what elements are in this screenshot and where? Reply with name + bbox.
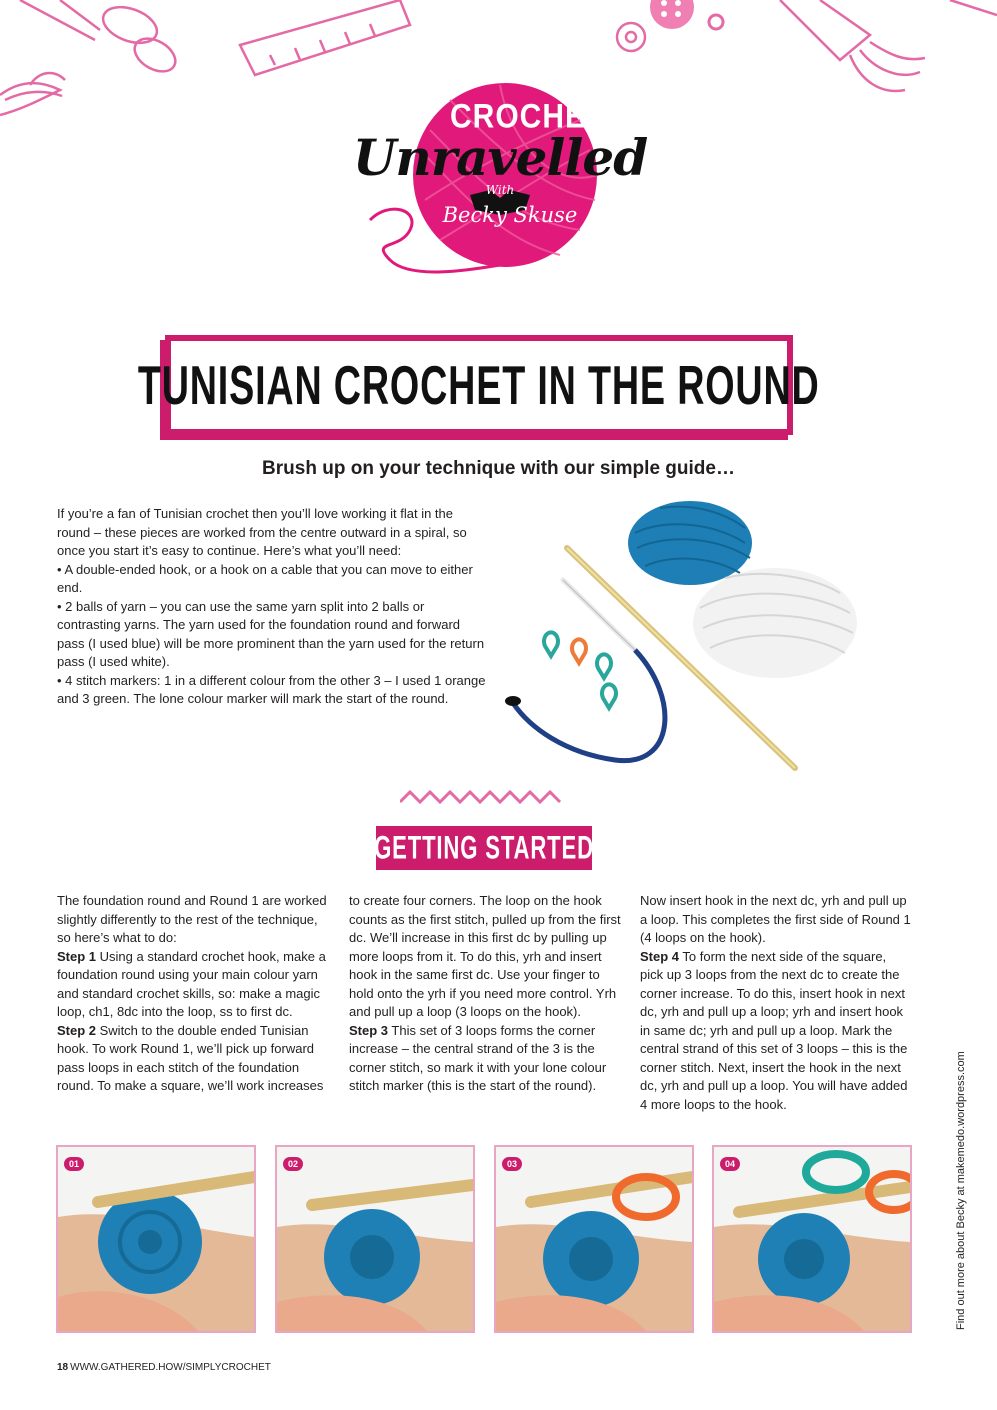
step-1 [57,948,329,1022]
article-subtitle: Brush up on your technique with our simple guide… [262,458,735,479]
section-heading: GETTING STARTED [374,829,594,866]
step-photo-2 [275,1145,475,1333]
step-2-text: Switch to the double ended Tunisian hook. To work Round 1, we’ll pick up forward pass loops in each stitch of the foundation round. To make a square, we’ll work increases [57,1022,324,1093]
instructions-column-2 [349,892,621,1096]
button-icon [617,23,645,51]
intro-paragraph: If you’re a fan of Tunisian crochet then you’ll love working it flat in the round – these pieces are worked from the centre outward in a spiral, so once you start it’s easy to continue. Here’s what you’ll need: [57,506,467,558]
logo-with-text: With [485,183,515,197]
section-heading-box [376,826,592,870]
materials-item-yarn: • 2 balls of yarn – you can use the same yarn split into 2 balls or contrasting yarns. The yarn used for the foundation round and forward pass (I used blue) will be more prominent than the yarn used for the return pass (I used white). [57,598,485,669]
stitch-markers [544,632,616,708]
page-number: 18 [57,1362,69,1373]
decorative-zigzag [400,788,565,806]
pink-button-icon [650,0,723,29]
step-3 [349,1022,621,1096]
step-3-text: This set of 3 loops forms the corner increase – the central strand of the 3 is the corner stitch, so mark it with your lone colour stitch marker (this is the start of the round). [349,1022,607,1093]
materials-item-markers: • 4 stitch markers: 1 in a different colour from the other 3 – I used 1 orange and 3 green. The lone colour marker will mark the start of the round. [57,672,486,706]
author-link-note: Find out more about Becky at makemedo.wordpress.com [955,1051,967,1330]
blue-yarn-ball [628,501,752,585]
logo-crochet-text: CROCHET [450,97,606,136]
title-frame [138,335,820,435]
step-4 [640,948,912,1115]
materials-item-hook: • A double-ended hook, or a hook on a cable that you can move to either end. [57,561,473,595]
intro-text [57,505,487,709]
footer-url: WWW.GATHERED.HOW/SIMPLYCROCHET [70,1362,271,1373]
step-photo-3 [494,1145,694,1333]
crochet-unravelled-logo [350,80,650,280]
materials-photo [495,498,860,783]
instructions-column-3 [640,892,912,1114]
step-photo-4-number: 04 [720,1157,740,1171]
step-2 [57,1022,329,1096]
article-title: TUNISIAN CROCHET IN THE ROUND [138,354,820,416]
step-photo-1 [56,1145,256,1333]
column-1-intro: The foundation round and Round 1 are worked slightly differently to the rest of the technique, so here’s what to do: [57,893,327,945]
instructions-column-1 [57,892,329,1096]
step-3-label: Step 3 [349,1022,389,1038]
step-3-continued: Now insert hook in the next dc, yrh and pull up a loop. This completes the first side of Round 1 (4 loops on the hook). [640,893,911,945]
step-4-text: To form the next side of the square, pick up 3 loops from the next dc to create the corner increase. To do this, insert hook in next dc, yrh and pull up a loop; yrh and insert hook in same dc; yrh and pull up a loop. Mark the central strand of this set of 3 loops – this is the corner stitch. Next, insert the hook in the next dc, yrh and pull up a loop. You will have added 4 more loops to the hook. [640,948,908,1112]
yarn-label-icon [780,0,925,91]
tape-measure-icon [240,0,410,75]
step-2-continued: to create four corners. The loop on the hook counts as the first stitch, pulled up from the first dc. We’ll increase in this first dc by pulling up more loops from it. To do this, yrh and insert hook in the same first dc. Use your finger to hold onto the yrh if you need more control. Yrh and pull up a loop (3 loops on the hook). [349,893,621,1019]
step-photo-2-number: 02 [283,1157,303,1171]
step-1-text: Using a standard crochet hook, make a foundation round using your main colour yarn and standard crochet skills, so: make a magic loop, ch1, 8dc into the loop, ss to first dc. [57,948,326,1019]
step-4-label: Step 4 [640,948,680,964]
yarn-skein-icon [0,73,65,115]
page-footer [57,1362,271,1373]
step-photo-3-number: 03 [502,1157,522,1171]
cable-hook [505,580,665,761]
step-1-label: Step 1 [57,948,97,964]
scissors-icon [20,0,181,78]
step-photo-4 [712,1145,912,1333]
article-title-box [138,335,820,435]
white-yarn-ball [693,568,857,678]
logo-unravelled-text: Unravelled [352,128,648,187]
step-2-label: Step 2 [57,1022,97,1038]
step-photo-1-number: 01 [64,1157,84,1171]
logo-author-name: Becky Skuse [442,203,578,227]
